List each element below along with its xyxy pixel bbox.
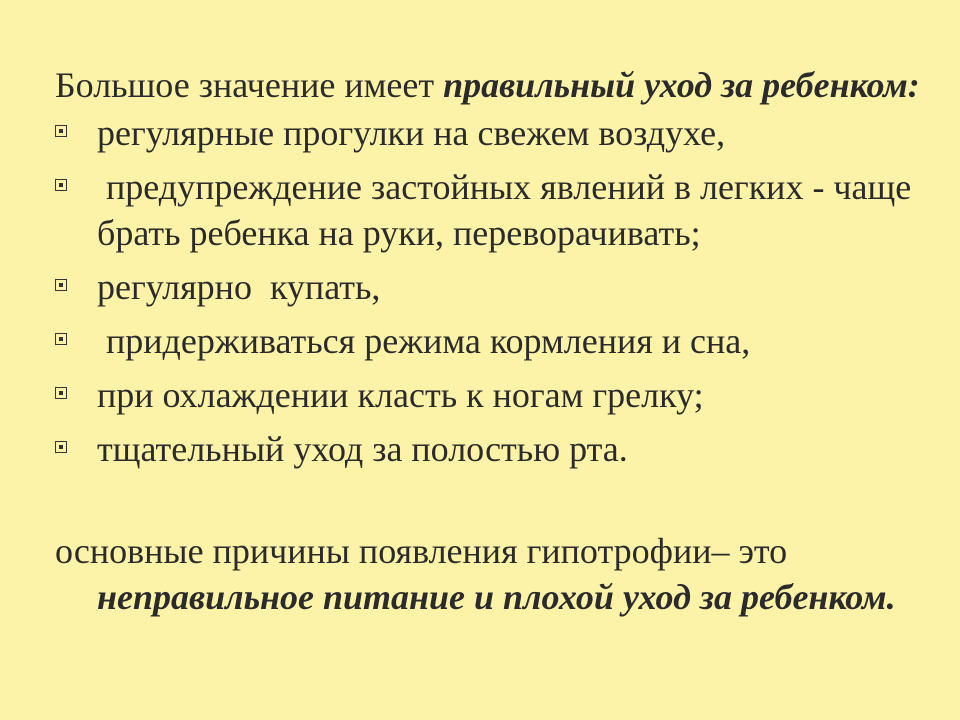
- list-item-text: при охлаждении класть к ногам грелку;: [97, 375, 704, 415]
- square-bullet-icon: [55, 179, 67, 191]
- list-item: [55, 264, 945, 310]
- list-item-text: придерживаться режима кормления и сна,: [97, 321, 751, 361]
- list-item: [55, 318, 945, 364]
- intro-paragraph: [55, 62, 945, 108]
- square-bullet-icon: [55, 279, 67, 291]
- causes-emphasis: неправильное питание и плохой уход за ребенком.: [97, 577, 896, 617]
- square-bullet-icon: [55, 125, 67, 137]
- care-bullet-list: [55, 110, 945, 472]
- square-bullet-icon: [55, 441, 67, 453]
- causes-paragraph: [55, 528, 945, 620]
- spacer: [55, 472, 945, 528]
- square-bullet-icon: [55, 333, 67, 345]
- list-item: [55, 426, 945, 472]
- list-item: [55, 164, 945, 256]
- slide-content: [55, 62, 945, 620]
- list-item: [55, 110, 945, 156]
- intro-emphasis: правильный уход за ребенком:: [443, 65, 920, 105]
- list-item-text: предупреждение застойных явлений в легких - чаще брать ребенка на руки, переворачивать;: [97, 167, 921, 253]
- list-item-text: тщательный уход за полостью рта.: [97, 429, 628, 469]
- causes-text: основные причины появления гипотрофии– это: [55, 531, 788, 571]
- list-item-text: регулярные прогулки на свежем воздухе,: [97, 113, 726, 153]
- intro-text: Большое значение имеет: [55, 65, 444, 105]
- list-item-text: регулярно купать,: [97, 267, 381, 307]
- square-bullet-icon: [55, 387, 67, 399]
- list-item: [55, 372, 945, 418]
